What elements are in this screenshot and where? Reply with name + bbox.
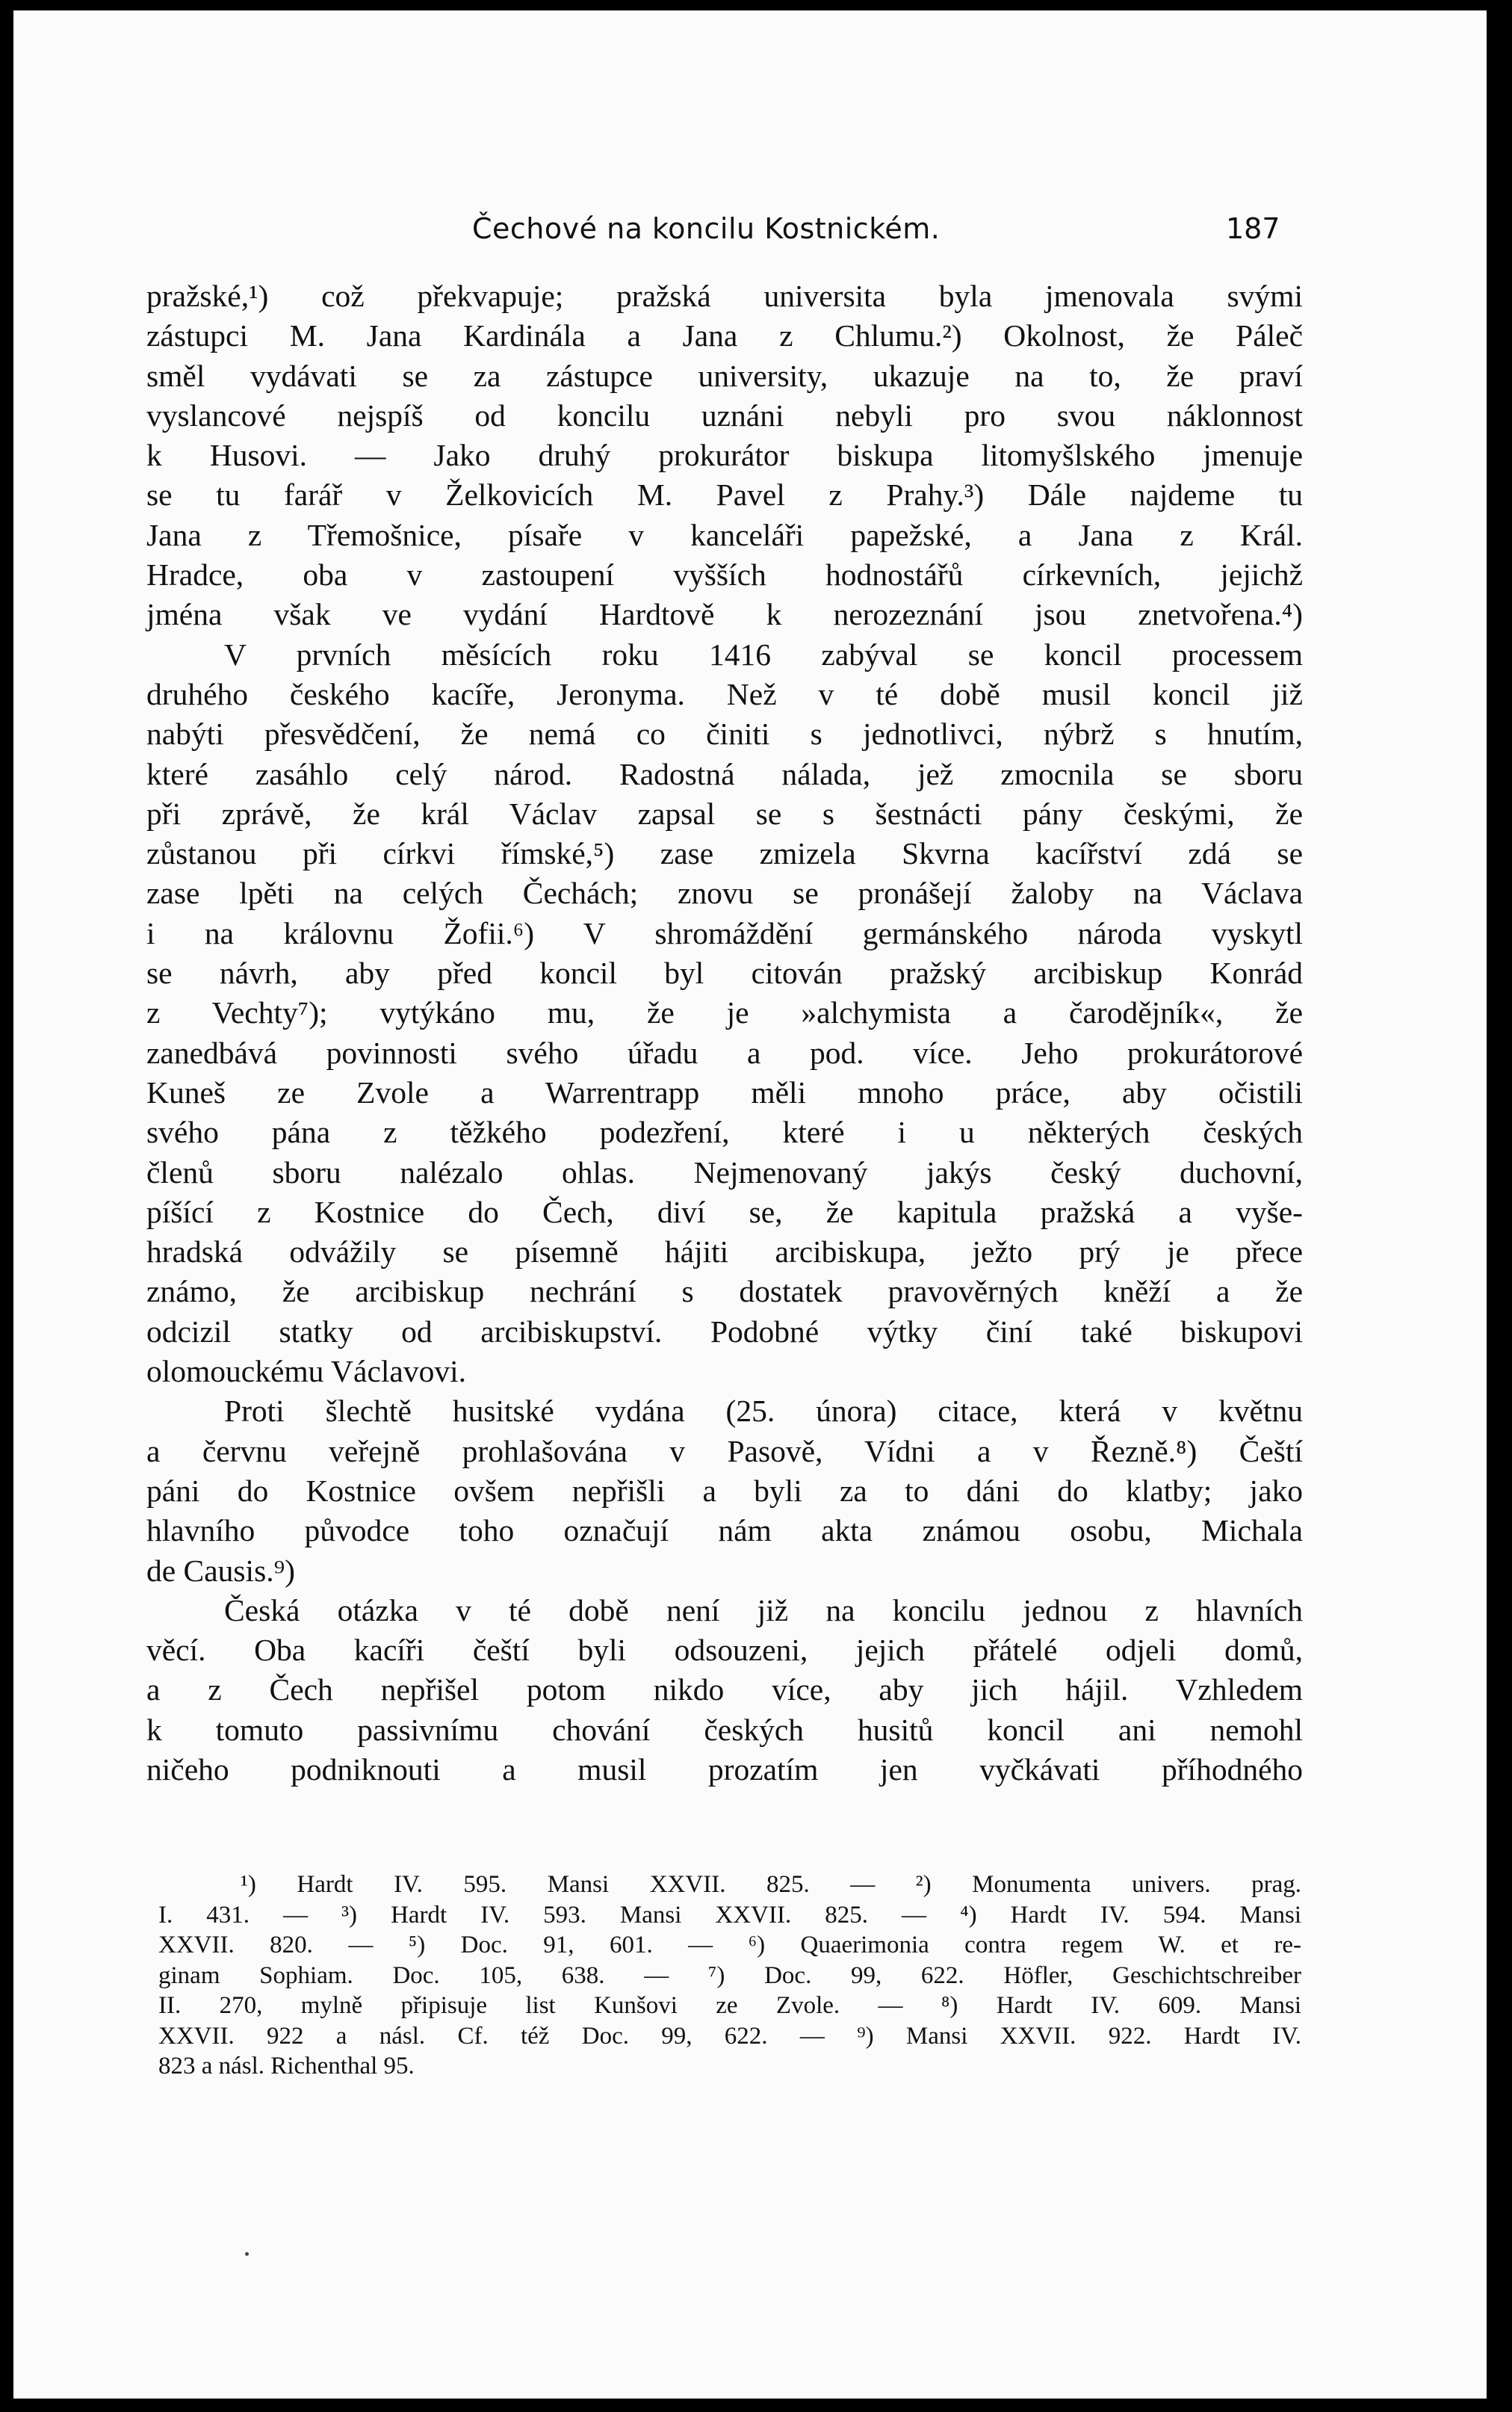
text-line: se návrh, aby před koncil byl citován pražský arcibiskup Konrád — [146, 956, 1303, 991]
text-line: k tomuto passivnímu chování českých husitů koncil ani nemohl — [146, 1712, 1303, 1747]
text-line: a červnu veřejně prohlašována v Pasově, Vídni a v Řezně.⁸) Čeští — [146, 1433, 1303, 1468]
main-text — [146, 276, 1303, 1790]
text-line: nabýti přesvědčení, že nemá co činiti s jednotlivci, nýbrž s hnutím, — [146, 717, 1303, 752]
footnote-line: XXVII. 922 a násl. Cf. též Doc. 99, 622. — ⁹) Mansi XXVII. 922. Hardt IV. — [158, 2022, 1301, 2050]
text-line: zanedbává povinnosti svého úřadu a pod. více. Jeho prokurátorové — [146, 1035, 1303, 1070]
text-line: V prvních měsících roku 1416 zabýval se koncil processem — [224, 637, 1303, 672]
text-line: věcí. Oba kacíři čeští byli odsouzeni, jejich přátelé odjeli domů, — [146, 1633, 1303, 1668]
book-page — [13, 10, 1487, 2399]
text-line: vyslancové nejspíš od koncilu uznáni nebyli pro svou náklonnost — [146, 398, 1303, 433]
text-line: ničeho podniknouti a musil prozatím jen vyčkávati příhodného — [146, 1751, 1303, 1787]
text-line: píšící z Kostnice do Čech, diví se, že kapitula pražská a vyše- — [146, 1194, 1303, 1229]
text-line: Česká otázka v té době není již na koncilu jednou z hlavních — [224, 1592, 1303, 1627]
text-line: jména však ve vydání Hardtově k nerozeznání jsou znetvořena.⁴) — [146, 597, 1303, 632]
text-line: Hradce, oba v zastoupení vyšších hodnostářů církevních, jejichž — [146, 557, 1303, 593]
text-line: které zasáhlo celý národ. Radostná nálada, jež zmocnila se sboru — [146, 756, 1303, 791]
text-line: při zprávě, že král Václav zapsal se s šestnácti pány českými, že — [146, 796, 1303, 831]
text-line: olomouckému Václavovi. — [146, 1354, 466, 1389]
text-line: se tu farář v Želkovicích M. Pavel z Prahy.³) Dále najdeme tu — [146, 477, 1303, 513]
text-line: i na královnu Žofii.⁶) V shromáždění germánského národa vyskytl — [146, 915, 1303, 950]
page-number: 187 — [1226, 212, 1280, 245]
text-line: Proti šlechtě husitské vydána (25. února) citace, která v květnu — [224, 1394, 1303, 1429]
text-line: známo, že arcibiskup nechrání s dostatek pravověrných kněží a že — [146, 1274, 1303, 1309]
footnote-line: I. 431. — ³) Hardt IV. 593. Mansi XXVII. 825. — ⁴) Hardt IV. 594. Mansi — [158, 1901, 1301, 1929]
text-line: z Vechty⁷); vytýkáno mu, že je »alchymista a čarodějník«, že — [146, 995, 1303, 1030]
footnote-line: II. 270, mylně připisuje list Kunšovi ze Zvole. — ⁸) Hardt IV. 609. Mansi — [158, 1992, 1301, 2019]
text-line: k Husovi. — Jako druhý prokurátor biskupa litomyšlského jmenuje — [146, 438, 1303, 473]
footnote-line: ¹) Hardt IV. 595. Mansi XXVII. 825. — ²) Monumenta univers. prag. — [241, 1871, 1301, 1898]
text-line: zase lpěti na celých Čechách; znovu se pronášejí žaloby na Václava — [146, 876, 1303, 911]
text-line: Jana z Třemošnice, písaře v kanceláři papežské, a Jana z Král. — [146, 517, 1303, 552]
ink-speck — [245, 2252, 249, 2256]
footnote-line: 823 a násl. Richenthal 95. — [158, 2053, 415, 2079]
text-line: hlavního původce toho označují nám akta známou osobu, Michala — [146, 1513, 1303, 1548]
text-line: členů sboru nalézalo ohlas. Nejmenovaný jakýs český duchovní, — [146, 1154, 1303, 1190]
running-title: Čechové na koncilu Kostnickém. — [472, 212, 941, 245]
text-line: zůstanou při církvi římské,⁵) zase zmizela Skvrna kacířství zdá se — [146, 836, 1303, 871]
text-line: druhého českého kacíře, Jeronyma. Než v té době musil koncil již — [146, 676, 1303, 711]
text-line: de Causis.⁹) — [146, 1553, 295, 1588]
text-line: svého pána z těžkého podezření, které i u některých českých — [146, 1115, 1303, 1150]
footnote-line: XXVII. 820. — ⁵) Doc. 91, 601. — ⁶) Quaerimonia contra regem W. et re- — [158, 1932, 1301, 1958]
footnotes — [158, 1870, 1301, 2082]
text-line: páni do Kostnice ovšem nepřišli a byli za to dáni do klatby; jako — [146, 1473, 1303, 1508]
text-line: pražské,¹) což překvapuje; pražská universita byla jmenovala svými — [146, 279, 1303, 313]
text-line: Kuneš ze Zvole a Warrentrapp měli mnoho práce, aby očistili — [146, 1074, 1303, 1110]
text-line: a z Čech nepřišel potom nikdo více, aby jich hájil. Vzhledem — [146, 1672, 1303, 1707]
text-line: směl vydávati se za zástupce university, ukazuje na to, že praví — [146, 358, 1303, 393]
footnote-line: ginam Sophiam. Doc. 105, 638. — ⁷) Doc. 99, 622. Höfler, Geschichtschreiber — [158, 1961, 1301, 1989]
text-line: hradská odvážily se písemně hájiti arcibiskupa, ježto prý je přece — [146, 1234, 1303, 1270]
text-line: odcizil statky od arcibiskupství. Podobné výtky činí také biskupovi — [146, 1314, 1303, 1349]
text-line: zástupci M. Jana Kardinála a Jana z Chlumu.²) Okolnost, že Páleč — [146, 318, 1303, 353]
